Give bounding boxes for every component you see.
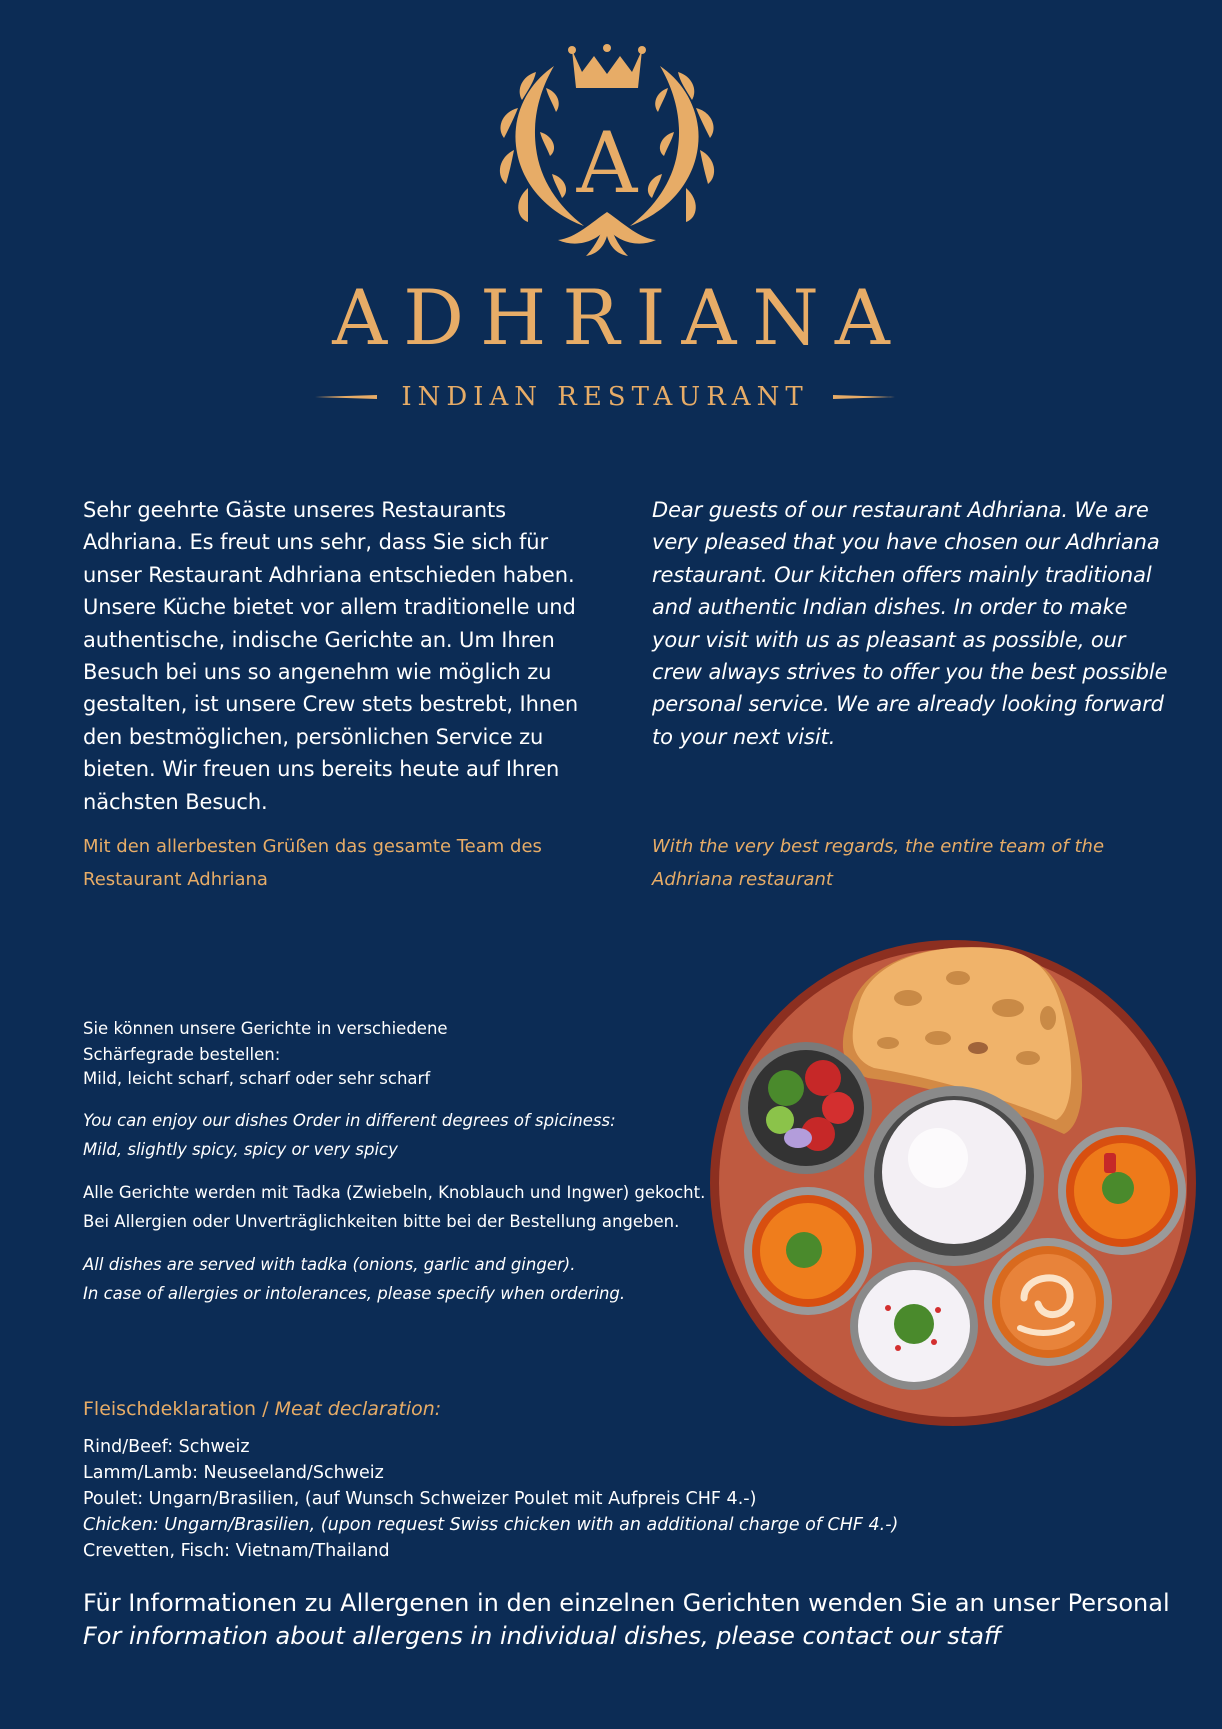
allergen-note bbox=[83, 1587, 1183, 1653]
spice-de-line: Sie können unsere Gerichte in verschiedene bbox=[83, 1019, 448, 1038]
tadka-de-line: Bei Allergien oder Unverträglichkeiten bitte bei der Bestellung angeben. bbox=[83, 1212, 680, 1231]
meat-item: Poulet: Ungarn/Brasilien, (auf Wunsch Schweizer Poulet mit Aufpreis CHF 4.-) bbox=[83, 1489, 757, 1509]
tadka-en-line: In case of allergies or intolerances, please specify when ordering. bbox=[83, 1284, 626, 1303]
spice-en-line: Mild, slightly spicy, spicy or very spicy bbox=[83, 1140, 398, 1159]
thali-plate-illustration bbox=[708, 938, 1198, 1428]
intro-text-de: Sehr geehrte Gäste unseres Restaurants Adhriana. Es freut uns sehr, dass Sie sich für unser Restaurant Adhriana entschieden haben. Unsere Küche bietet vor allem traditionelle und authentische, indische Gerichte an. Um Ihren Besuch bei uns so angenehm wie möglich zu gestalten, ist unsere Crew stets bestrebt, Ihnen den bestmöglichen, persönlichen Service zu bieten. Wir freuen uns bereits heute auf Ihren nächsten Besuch. bbox=[83, 498, 579, 814]
allergen-de: Für Informationen zu Allergenen in den einzelnen Gerichten wenden Sie an unser Personal bbox=[83, 1589, 1170, 1617]
brand-subtitle bbox=[315, 378, 895, 418]
meat-item: Rind/Beef: Schweiz bbox=[83, 1437, 250, 1457]
regards-en: With the very best regards, the entire team of the Adhriana restaurant bbox=[652, 836, 1105, 890]
brand-subtitle-text: INDIAN RESTAURANT bbox=[401, 382, 809, 412]
decorative-line-right-icon bbox=[833, 395, 895, 399]
tadka-en-line: All dishes are served with tadka (onions, garlic and ginger). bbox=[83, 1255, 576, 1274]
spice-de-line: Mild, leicht scharf, scharf oder sehr scharf bbox=[83, 1069, 431, 1088]
allergen-en: For information about allergens in individual dishes, please contact our staff bbox=[83, 1622, 1002, 1650]
intro-english bbox=[652, 494, 1172, 890]
crest-emblem-icon bbox=[480, 42, 734, 262]
restaurant-logo bbox=[0, 0, 1222, 440]
butter-curry-bowl bbox=[984, 1238, 1112, 1366]
meat-item: Lamm/Lamb: Neuseeland/Schweiz bbox=[83, 1463, 384, 1483]
dal-bowl-left bbox=[744, 1187, 872, 1315]
regards-de: Mit den allerbesten Grüßen das gesamte Team des Restaurant Adhriana bbox=[83, 836, 542, 890]
spice-en-line: You can enjoy our dishes Order in different degrees of spiciness: bbox=[83, 1111, 616, 1130]
raita-bowl bbox=[850, 1262, 978, 1390]
meat-title bbox=[83, 1394, 1183, 1424]
brand-name: ADHRIANA bbox=[332, 273, 906, 362]
tadka-de-line: Alle Gerichte werden mit Tadka (Zwiebeln, Knoblauch und Ingwer) gekocht. bbox=[83, 1183, 706, 1202]
meat-item: Crevetten, Fisch: Vietnam/Thailand bbox=[83, 1541, 390, 1561]
decorative-line-left-icon bbox=[315, 395, 377, 399]
meat-item: Chicken: Ungarn/Brasilien, (upon request Swiss chicken with an additional charge of CHF 4.-) bbox=[83, 1515, 899, 1535]
salad-bowl bbox=[740, 1042, 872, 1174]
curry-bowl-right bbox=[1058, 1127, 1186, 1255]
emblem-letter: A bbox=[576, 114, 638, 212]
rice-bowl bbox=[864, 1086, 1044, 1266]
intro-text-en: Dear guests of our restaurant Adhriana. We are very pleased that you have chosen our Adhriana restaurant. Our kitchen offers mainly traditional and authentic Indian dishes. In order to make your visit with us as pleasant as possible, our crew always strives to offer you the best possible personal service. We are already looking forward to your next visit. bbox=[652, 498, 1168, 749]
meat-title-de: Fleischdeklaration / bbox=[83, 1398, 275, 1420]
meat-list bbox=[83, 1434, 1183, 1564]
meat-title-en: Meat declaration: bbox=[274, 1398, 442, 1420]
meat-declaration bbox=[83, 1394, 1183, 1564]
spice-de-line: Schärfegrade bestellen: bbox=[83, 1045, 281, 1064]
spice-info bbox=[83, 1014, 723, 1308]
intro-german bbox=[83, 494, 603, 890]
